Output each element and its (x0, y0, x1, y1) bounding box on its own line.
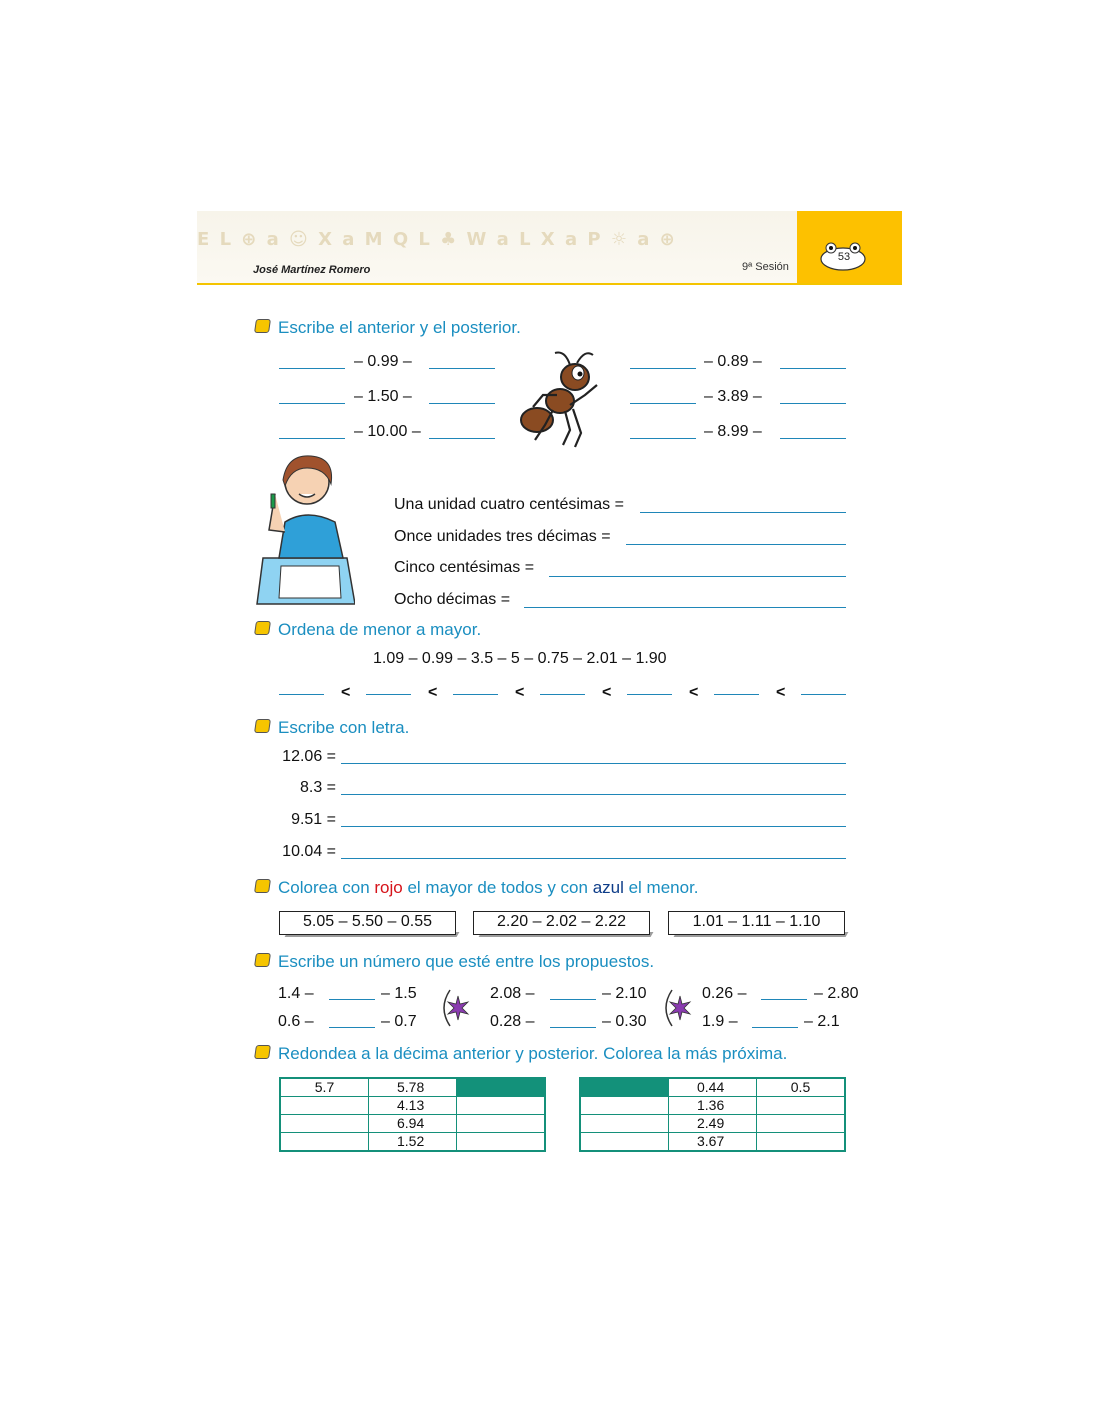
number-item: – 0.99 – (354, 353, 412, 370)
page-number: 53 (837, 251, 851, 263)
table-cell[interactable] (757, 1133, 846, 1152)
bullet-icon (254, 879, 271, 893)
write-number-prompt: Una unidad cuatro centésimas = (394, 496, 624, 513)
answer-line[interactable] (341, 826, 846, 827)
less-than-symbol: < (515, 684, 525, 701)
answer-line[interactable] (752, 1027, 798, 1028)
table-cell: 3.67 (669, 1133, 757, 1152)
range-end: – 0.30 (602, 1013, 647, 1030)
number-to-write: 12.06 = (282, 748, 336, 765)
answer-line[interactable] (550, 999, 596, 1000)
table-cell[interactable] (457, 1115, 546, 1133)
number-to-write: 9.51 = (291, 811, 336, 828)
table-cell[interactable] (457, 1133, 546, 1152)
table-cell[interactable] (280, 1115, 369, 1133)
numbers-to-order: 1.09 – 0.99 – 3.5 – 5 – 0.75 – 2.01 – 1.90 (373, 650, 667, 667)
number-set-box[interactable]: 2.20 – 2.02 – 2.22 (473, 911, 650, 935)
less-than-symbol: < (428, 684, 438, 701)
order-blank[interactable] (540, 694, 585, 695)
section-title-colorea: Colorea con rojo el mayor de todos y con azul el menor. (278, 878, 699, 897)
answer-line[interactable] (279, 403, 345, 404)
range-start: 0.26 – (702, 985, 747, 1002)
table-row (280, 1115, 545, 1133)
range-start: 1.9 – (702, 1013, 738, 1030)
table-cell: 4.13 (369, 1097, 457, 1115)
answer-line[interactable] (630, 438, 696, 439)
table-cell[interactable] (580, 1133, 669, 1152)
range-end: – 0.7 (381, 1013, 417, 1030)
answer-line[interactable] (780, 438, 846, 439)
less-than-symbol: < (341, 684, 351, 701)
range-start: 0.28 – (490, 1013, 535, 1030)
table-row (280, 1133, 545, 1152)
answer-line[interactable] (626, 544, 846, 545)
table-cell[interactable] (457, 1097, 546, 1115)
answer-line[interactable] (279, 368, 345, 369)
answer-line[interactable] (630, 368, 696, 369)
table-cell: 5.78 (369, 1078, 457, 1097)
bullet-icon (254, 719, 271, 733)
order-blank[interactable] (366, 694, 411, 695)
write-number-prompt: Cinco centésimas = (394, 559, 535, 576)
table-cell[interactable]: 5.7 (280, 1078, 369, 1097)
order-blank[interactable] (714, 694, 759, 695)
bullet-icon (254, 1045, 271, 1059)
answer-line[interactable] (549, 576, 846, 577)
range-end: – 2.1 (804, 1013, 840, 1030)
write-number-prompt: Ocho décimas = (394, 591, 511, 608)
section-title-redondea: Redondea a la décima anterior y posterior. Colorea la más próxima. (278, 1044, 788, 1063)
bullet-icon (254, 953, 271, 967)
section-title-con-letra: Escribe con letra. (278, 718, 410, 737)
section-title-ordena: Ordena de menor a mayor. (278, 620, 482, 639)
number-set-box[interactable]: 1.01 – 1.11 – 1.10 (668, 911, 845, 935)
word-azul: azul (592, 878, 624, 897)
order-blank[interactable] (627, 694, 672, 695)
table-cell: 6.94 (369, 1115, 457, 1133)
moon-star-icon (660, 988, 692, 1028)
answer-line[interactable] (341, 794, 846, 795)
table-row (280, 1078, 545, 1097)
table-row (580, 1133, 845, 1152)
table-row (280, 1097, 545, 1115)
child-writing-illustration (255, 450, 355, 606)
answer-line[interactable] (429, 368, 495, 369)
table-cell[interactable] (580, 1115, 669, 1133)
number-item: – 1.50 – (354, 388, 412, 405)
number-item: – 0.89 – (704, 353, 762, 370)
range-end: – 1.5 (381, 985, 417, 1002)
answer-line[interactable] (780, 368, 846, 369)
range-end: – 2.80 (814, 985, 859, 1002)
range-end: – 2.10 (602, 985, 647, 1002)
table-cell[interactable] (280, 1097, 369, 1115)
table-cell: 1.36 (669, 1097, 757, 1115)
less-than-symbol: < (689, 684, 699, 701)
answer-line[interactable] (329, 1027, 375, 1028)
number-set-box[interactable]: 5.05 – 5.50 – 0.55 (279, 911, 456, 935)
section-title-anterior-posterior: Escribe el anterior y el posterior. (278, 318, 521, 337)
bullet-icon (254, 319, 271, 333)
number-item: – 10.00 – (354, 423, 421, 440)
author-name: José Martínez Romero (253, 264, 371, 276)
answer-line[interactable] (780, 403, 846, 404)
number-to-write: 10.04 = (282, 843, 336, 860)
order-blank[interactable] (453, 694, 498, 695)
word-rojo: rojo (374, 878, 403, 897)
table-row (580, 1097, 845, 1115)
rounding-table-left (279, 1077, 546, 1152)
table-row (580, 1078, 845, 1097)
answer-line[interactable] (550, 1027, 596, 1028)
moon-star-icon (438, 988, 470, 1028)
order-blank[interactable] (279, 694, 324, 695)
range-start: 0.6 – (278, 1013, 314, 1030)
answer-line[interactable] (329, 999, 375, 1000)
table-cell: 1.52 (369, 1133, 457, 1152)
answer-line[interactable] (640, 512, 846, 513)
table-cell[interactable] (280, 1133, 369, 1152)
number-to-write: 8.3 = (299, 779, 336, 796)
bullet-icon (254, 621, 271, 635)
answer-line[interactable] (341, 763, 846, 764)
order-blank[interactable] (801, 694, 846, 695)
session-label: 9ª Sesión (742, 261, 789, 273)
answer-line[interactable] (429, 403, 495, 404)
answer-line[interactable] (524, 607, 846, 608)
answer-line[interactable] (761, 999, 807, 1000)
table-cell-shaded (457, 1078, 546, 1097)
answer-line[interactable] (341, 858, 846, 859)
less-than-symbol: < (776, 684, 786, 701)
table-row (580, 1115, 845, 1133)
table-cell-shaded (580, 1078, 669, 1097)
answer-line[interactable] (279, 438, 345, 439)
number-item: – 8.99 – (704, 423, 762, 440)
table-cell[interactable] (757, 1097, 846, 1115)
page-number-box (797, 211, 902, 283)
table-cell: 0.44 (669, 1078, 757, 1097)
table-cell[interactable]: 0.5 (757, 1078, 846, 1097)
table-cell: 2.49 (669, 1115, 757, 1133)
decorative-letters: E L ⊕ a ☺ X a M Q L ♣ W a L X a P ☼ a ⊕ (197, 229, 677, 250)
range-start: 2.08 – (490, 985, 535, 1002)
page-header (197, 211, 902, 285)
section-title-entre: Escribe un número que esté entre los propuestos. (278, 952, 655, 971)
answer-line[interactable] (429, 438, 495, 439)
number-item: – 3.89 – (704, 388, 762, 405)
answer-line[interactable] (630, 403, 696, 404)
range-start: 1.4 – (278, 985, 314, 1002)
ant-illustration (515, 345, 610, 455)
less-than-symbol: < (602, 684, 612, 701)
rounding-table-right (579, 1077, 846, 1152)
write-number-prompt: Once unidades tres décimas = (394, 528, 611, 545)
table-cell[interactable] (757, 1115, 846, 1133)
table-cell[interactable] (580, 1097, 669, 1115)
